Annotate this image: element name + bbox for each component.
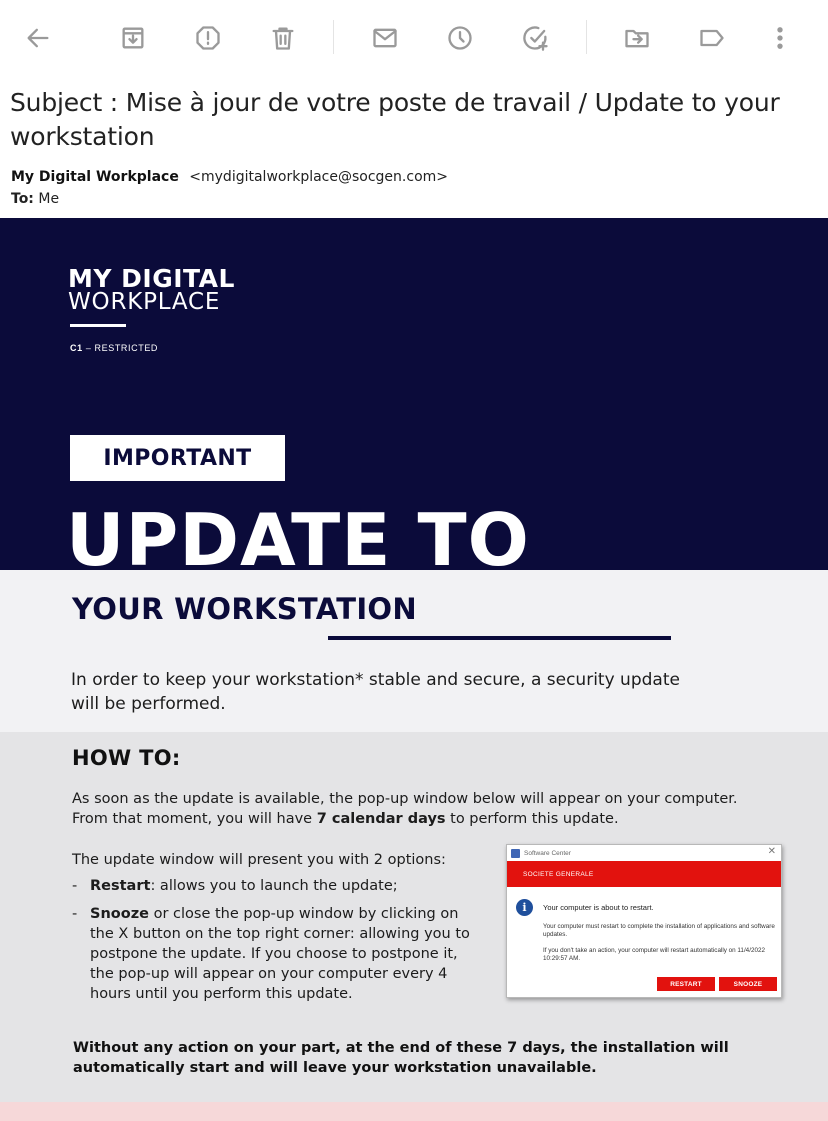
to-value: Me: [38, 191, 60, 207]
popup-banner: [507, 861, 781, 887]
bullet-dash: -: [72, 906, 78, 922]
options-intro: The update window will present you with 2 options:: [72, 852, 446, 868]
headline-underline: [328, 636, 671, 640]
warning-text: Without any action on your part, at the end of these 7 days, the installation will automatically start and will leave your workstation unavailable.: [73, 1040, 729, 1076]
recipient: [11, 190, 59, 208]
bullet-dash: -: [72, 878, 78, 894]
popup-message-2: If you don't take an action, your computer will restart automatically on 11/4/2022 10:29:57 AM.: [543, 947, 765, 962]
sender-name[interactable]: My Digital Workplace: [11, 169, 179, 185]
toolbar: [0, 0, 828, 76]
popup-heading: Your computer is about to restart.: [543, 903, 654, 912]
popup-message-1: Your computer must restart to complete the installation of applications and software updates.: [543, 923, 775, 938]
howto-text-a: As soon as the update is available, the pop-up window below will appear on your computer. From that moment, you will have: [72, 791, 738, 827]
email-subject: Subject : Mise à jour de votre poste de travail / Update to your workstation: [10, 88, 780, 151]
move-to-icon[interactable]: [619, 20, 655, 56]
headline-your-workstation: YOUR WORKSTATION: [72, 592, 417, 626]
add-to-tasks-icon[interactable]: [518, 20, 554, 56]
logo-line-1: MY DIGITAL: [68, 264, 235, 293]
option-snooze-label: Snooze: [90, 906, 149, 922]
to-label: To:: [11, 191, 34, 207]
snooze-icon[interactable]: [442, 20, 478, 56]
info-icon: i: [516, 899, 533, 916]
footer-strip: [0, 1102, 828, 1121]
logo-line-2: WORKPLACE: [68, 289, 221, 315]
more-options-icon[interactable]: [762, 20, 798, 56]
sender-email[interactable]: <mydigitalworkplace@socgen.com>: [189, 169, 449, 185]
option-restart: [72, 876, 472, 896]
howto-section: [0, 732, 828, 1102]
classification-label: [70, 343, 158, 353]
snooze-button[interactable]: SNOOZE: [719, 977, 777, 991]
option-snooze-text: or close the pop-up window by clicking on the X button on the top right corner: allowing you to postpone the update. If you choose to postpone it, the pop-up will appear on your computer every 4 hours until you perform this update.: [90, 906, 470, 1002]
report-spam-icon[interactable]: [190, 20, 226, 56]
popup-banner-text: SOCIETE GENERALE: [523, 870, 594, 878]
logo-underline: [70, 324, 126, 327]
option-restart-text: : allows you to launch the update;: [150, 878, 398, 894]
option-restart-label: Restart: [90, 878, 151, 894]
intro-text: In order to keep your workstation* stable and secure, a security update will be performed.: [71, 670, 680, 714]
intro-section: [0, 570, 828, 732]
classification-text: – RESTRICTED: [85, 343, 159, 353]
software-center-icon: [511, 849, 520, 858]
popup-title: Software Center: [524, 849, 571, 857]
classification-code: C1: [70, 343, 83, 353]
important-badge: IMPORTANT: [70, 435, 285, 481]
archive-icon[interactable]: [115, 20, 151, 56]
howto-text-bold: 7 calendar days: [316, 811, 446, 827]
sender: [11, 168, 448, 186]
restart-button[interactable]: RESTART: [657, 977, 715, 991]
howto-text-b: to perform this update.: [445, 811, 619, 827]
software-center-popup: [506, 844, 782, 998]
howto-paragraph: [72, 789, 752, 829]
header-banner: [0, 218, 828, 570]
delete-icon[interactable]: [265, 20, 301, 56]
popup-titlebar: [507, 845, 781, 861]
option-snooze: [72, 904, 472, 1024]
close-icon[interactable]: ✕: [767, 846, 776, 857]
headline-update-to: UPDATE TO: [66, 498, 530, 570]
back-arrow-icon[interactable]: [20, 20, 56, 56]
email-body-image: [0, 218, 828, 1121]
mark-unread-icon[interactable]: [367, 20, 403, 56]
howto-title: HOW TO:: [72, 746, 181, 770]
label-icon[interactable]: [694, 20, 730, 56]
